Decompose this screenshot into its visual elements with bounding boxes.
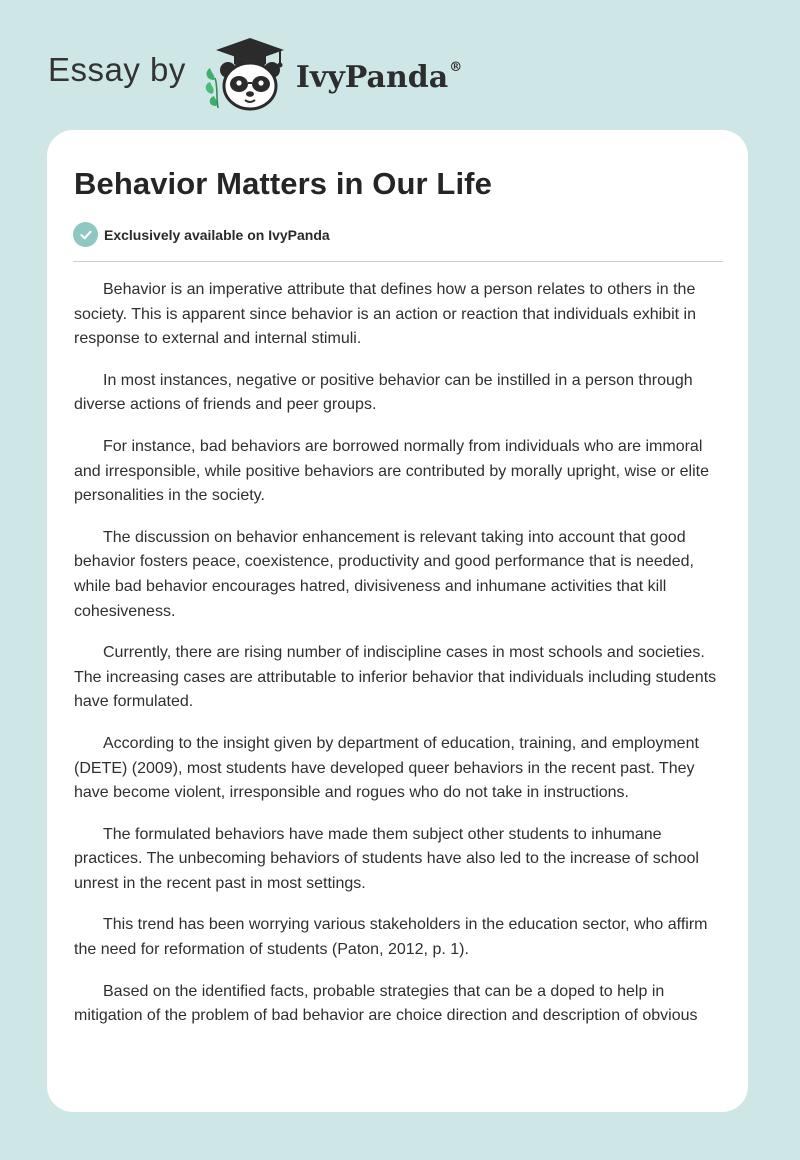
panda-graduation-icon bbox=[200, 34, 294, 114]
essay-body bbox=[74, 278, 728, 1046]
registered-mark: ® bbox=[449, 59, 463, 75]
paragraph: Behavior is an imperative attribute that defines how a person relates to others in the society. This is apparent since behavior is an action or reaction that individuals exhibit in response to external and internal stimuli. bbox=[74, 281, 696, 348]
paragraph: According to the insight given by department of education, training, and employment (DETE) (2009), most students have developed queer behaviors in the recent past. They have become violent, irresponsible and rogues who do not take in instructions. bbox=[74, 734, 699, 802]
check-circle-icon bbox=[73, 222, 98, 247]
paragraph: In most instances, negative or positive behavior can be instilled in a person through diverse actions of friends and peer groups. bbox=[74, 371, 693, 414]
page-title: Behavior Matters in Our Life bbox=[74, 166, 492, 201]
ivypanda-logo[interactable] bbox=[200, 34, 294, 114]
paragraph: For instance, bad behaviors are borrowed normally from individuals who are immoral and irresponsible, while positive behaviors are contributed by morally upright, wise or elite personalities in the society. bbox=[74, 437, 709, 505]
brand-name[interactable]: IvyPanda® bbox=[295, 59, 463, 95]
paragraph: Currently, there are rising number of indiscipline cases in most schools and societies. The increasing cases are attributable to inferior behavior that individuals including students have formulated. bbox=[74, 644, 717, 711]
essay-by-label: Essay by bbox=[48, 51, 186, 88]
badge-label: Exclusively available on IvyPanda bbox=[104, 226, 330, 243]
divider bbox=[73, 261, 723, 262]
paragraph: The discussion on behavior enhancement is relevant taking into account that good behavior fosters peace, coexistence, productivity and good performance that is needed, while bad behavior encourages hatred, divisiveness and inhumane activities that kill cohesiveness. bbox=[74, 528, 694, 620]
ivy-leaf-icon bbox=[206, 68, 218, 108]
paragraph: The formulated behaviors have made them subject other students to inhumane practices. The unbecoming behaviors of students have also led to the increase of school unrest in the recent past in most settings. bbox=[74, 825, 699, 892]
essay-card bbox=[47, 130, 748, 1112]
exclusive-badge bbox=[73, 222, 330, 247]
site-header bbox=[48, 34, 462, 114]
paragraph: Based on the identified facts, probable strategies that can be a doped to help in mitigation of the problem of bad behavior are choice direction and description of obvious bbox=[74, 982, 698, 1025]
paragraph: This trend has been worrying various stakeholders in the education sector, who affirm the need for reformation of students (Paton, 2012, p. 1). bbox=[74, 916, 708, 959]
